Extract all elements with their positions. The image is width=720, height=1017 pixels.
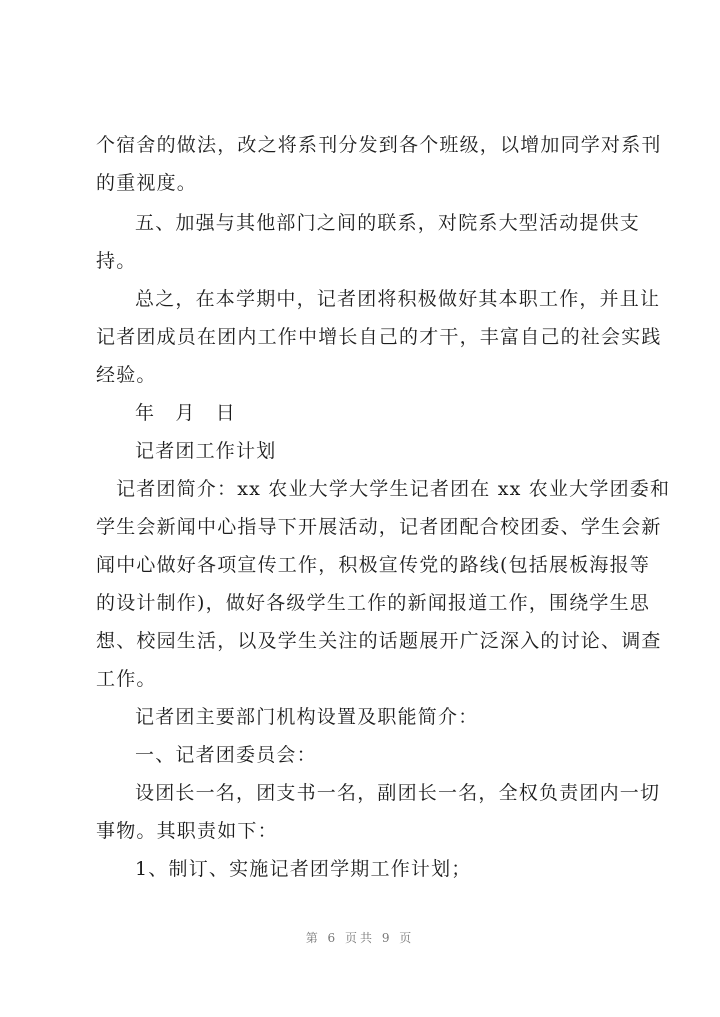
paragraph-line: 的设计制作)，做好各级学生工作的新闻报道工作，围绕学生思 [96, 592, 651, 614]
date-line: 年 月 日 [135, 402, 237, 424]
paragraph-line: 五、加强与其他部门之间的联系，对院系大型活动提供支 [135, 212, 641, 234]
paragraph-line: 设团长一名，团支书一名，副团长一名，全权负责团内一切 [135, 782, 661, 804]
paragraph-line: 闻中心做好各项宣传工作，积极宣传党的路线(包括展板海报等 [96, 554, 651, 576]
page-footer: 第 6 页共 9 页 [305, 931, 415, 945]
paragraph-line: 工作。 [96, 668, 157, 690]
paragraph-line: 学生会新闻中心指导下开展活动，记者团配合校团委、学生会新 [96, 516, 662, 538]
paragraph-line: 记者团简介：xx 农业大学大学生记者团在 xx 农业大学团委和 [116, 478, 671, 500]
paragraph-line: 记者团成员在团内工作中增长自己的才干，丰富自己的社会实践 [96, 326, 662, 348]
paragraph-line: 总之，在本学期中，记者团将积极做好其本职工作，并且让 [135, 288, 661, 310]
paragraph-line: 记者团主要部门机构设置及职能简介： [135, 706, 479, 728]
paragraph-line: 个宿舍的做法，改之将系刊分发到各个班级，以增加同学对系刊 [96, 134, 662, 156]
paragraph-line: 事物。其职责如下： [96, 820, 278, 842]
paragraph-line: 持。 [96, 250, 137, 272]
paragraph-line: 的重视度。 [96, 172, 198, 194]
paragraph-line: 1、制订、实施记者团学期工作计划； [135, 858, 472, 880]
section-title: 记者团工作计划 [135, 440, 277, 462]
paragraph-line: 想、校园生活，以及学生关注的话题展开广泛深入的讨论、调查 [96, 630, 662, 652]
paragraph-line: 经验。 [96, 364, 157, 386]
paragraph-line: 一、记者团委员会： [135, 744, 317, 766]
